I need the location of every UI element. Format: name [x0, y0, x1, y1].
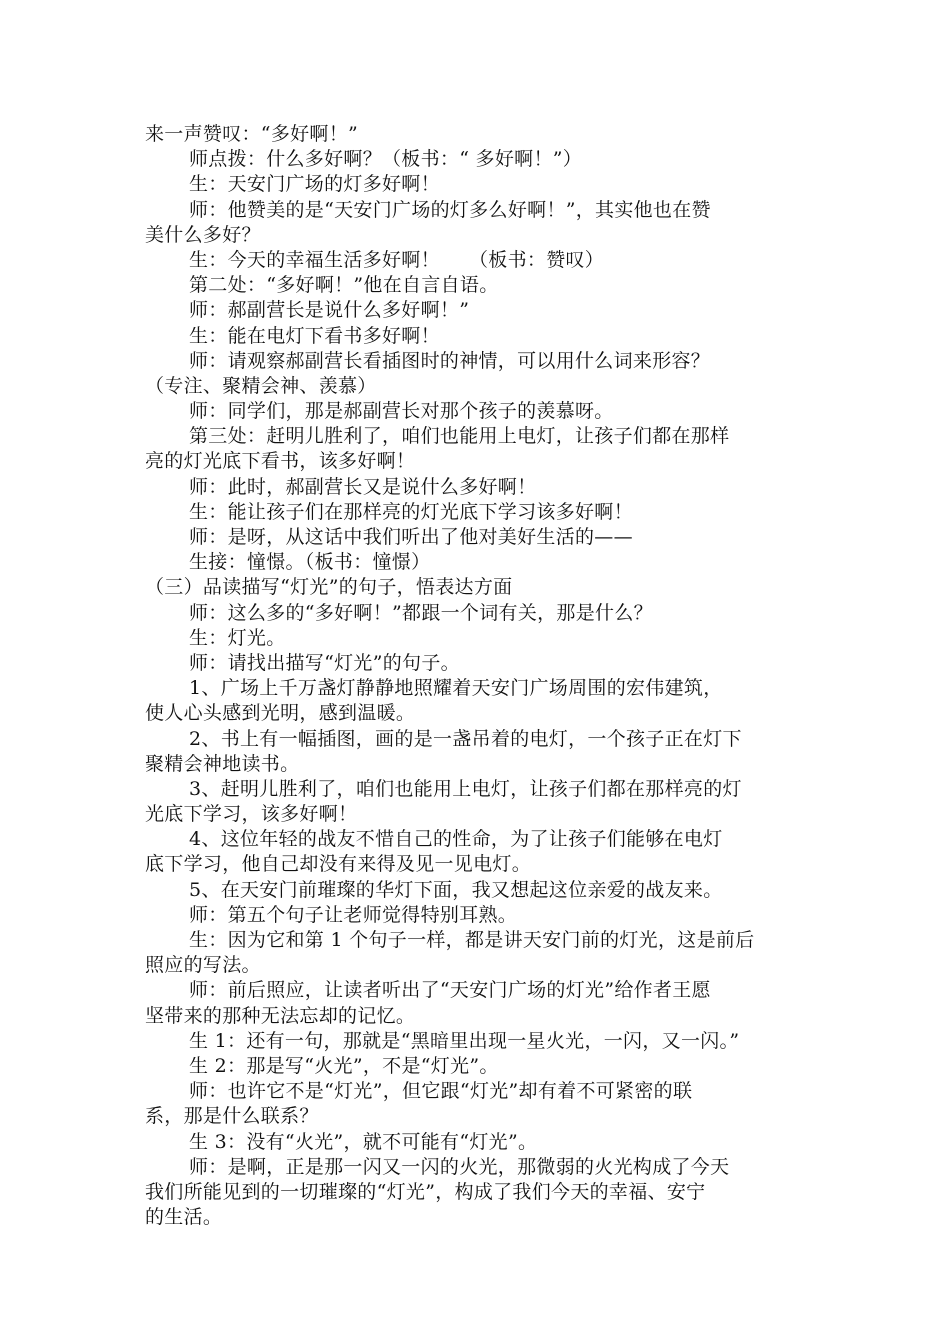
text-line: 来一声赞叹：“多好啊！”	[145, 123, 359, 145]
text-line: 2、书上有一幅插图，画的是一盏吊着的电灯，一个孩子正在灯下	[189, 727, 742, 750]
text-line: 坚带来的那种无法忘却的记忆。	[145, 1004, 416, 1027]
text-line: 生 3：没有“火光”，就不可能有“灯光”。	[189, 1130, 538, 1153]
text-line: 师：是啊，正是那一闪又一闪的火光，那微弱的火光构成了今天	[189, 1155, 730, 1178]
text-line: 第二处：“多好啊！”他在自言自语。	[189, 274, 499, 297]
text-line: 系，那是什么联系？	[145, 1105, 319, 1128]
text-line: 师：同学们，那是郝副营长对那个孩子的羡慕呀。	[189, 400, 614, 423]
text-line: 第三处：赶明儿胜利了，咱们也能用上电灯，让孩子们都在那样	[189, 425, 730, 448]
text-line: 师：这么多的“多好啊！”都跟一个词有关，那是什么？	[189, 601, 653, 624]
text-line: 生：能在电灯下看书多好啊！	[189, 324, 440, 347]
text-line: 4、这位年轻的战友不惜自己的性命，为了让孩子们能够在电灯	[189, 828, 723, 851]
text-line: 美什么多好？	[145, 223, 261, 246]
text-line: 生 1：还有一句，那就是“黑暗里出现一星火光，一闪，又一闪。”	[189, 1029, 740, 1052]
text-line: 师：是呀，从这话中我们听出了他对美好生活的——	[189, 526, 633, 548]
document-page	[145, 122, 810, 1230]
text-line: 聚精会神地读书。	[145, 752, 300, 775]
text-line: 生：今天的幸福生活多好啊！ （板书：赞叹）	[189, 248, 605, 271]
text-line: 生 2：那是写“火光”，不是“灯光”。	[189, 1054, 499, 1077]
text-line: 的生活。	[145, 1206, 223, 1229]
text-line: （三）品读描写“灯光”的句子，悟表达方面	[145, 576, 513, 599]
text-line: 使人心头感到光明，感到温暖。	[145, 702, 416, 725]
text-line: 3、赶明儿胜利了，咱们也能用上电灯，让孩子们都在那样亮的灯	[189, 777, 742, 800]
text-line: 生：因为它和第 1 个句子一样，都是讲天安门前的灯光，这是前后	[189, 929, 755, 951]
text-line: （专注、聚精会神、羡慕）	[145, 374, 377, 397]
text-line: 生：灯光。	[189, 626, 286, 649]
text-line: 师：郝副营长是说什么多好啊！”	[189, 299, 470, 322]
text-line: 我们所能见到的一切璀璨的“灯光”，构成了我们今天的幸福、安宁	[145, 1180, 706, 1203]
text-line: 师：请找出描写“灯光”的句子。	[189, 651, 460, 674]
text-line: 师：第五个句子让老师觉得特别耳熟。	[189, 903, 518, 926]
text-line: 亮的灯光底下看书，该多好啊！	[145, 450, 416, 473]
text-line: 照应的写法。	[145, 954, 261, 977]
text-line: 师：此时，郝副营长又是说什么多好啊！	[189, 475, 537, 498]
text-line: 1、广场上千万盏灯静静地照耀着天安门广场周围的宏伟建筑，	[189, 677, 723, 700]
text-line: 生：天安门广场的灯多好啊！	[189, 173, 440, 196]
text-line: 师：前后照应，让读者听出了“天安门广场的灯光”给作者王愿	[189, 979, 711, 1002]
text-line: 师：请观察郝副营长看插图时的神情，可以用什么词来形容？	[189, 349, 711, 372]
text-line: 师：也许它不是“灯光”，但它跟“灯光”却有着不可紧密的联	[189, 1080, 693, 1103]
text-line: 底下学习，他自己却没有来得及见一见电灯。	[145, 853, 532, 876]
text-line: 5、在天安门前璀璨的华灯下面，我又想起这位亲爱的战友来。	[189, 878, 723, 901]
text-line: 生接：憧憬。（板书：憧憬）	[189, 551, 431, 574]
text-line: 师点拨：什么多好啊？（板书：“ 多好啊！”）	[189, 148, 583, 171]
text-line: 光底下学习，该多好啊！	[145, 803, 358, 826]
text-line: 生：能让孩子们在那样亮的灯光底下学习该多好啊！	[189, 500, 633, 523]
text-line: 师：他赞美的是“天安门广场的灯多么好啊！”，其实他也在赞	[189, 198, 711, 221]
